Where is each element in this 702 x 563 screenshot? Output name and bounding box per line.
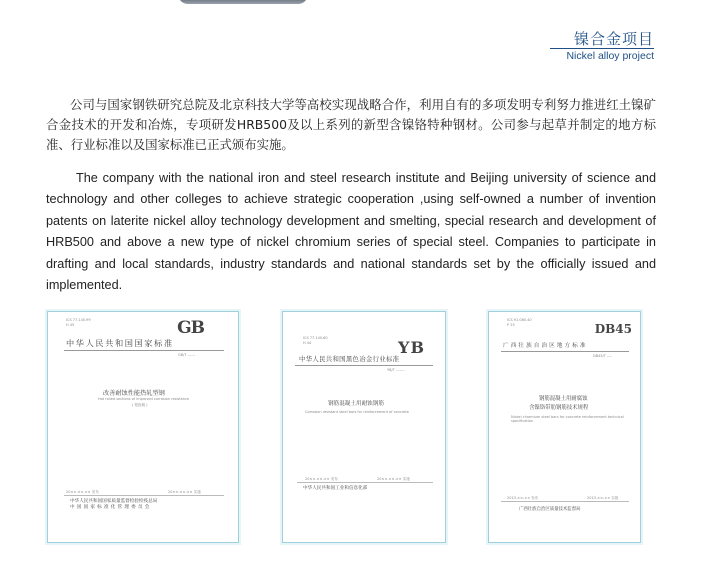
gb-document-title: 改善耐蚀性能热轧型钢 xyxy=(103,390,165,397)
db45-footer-line1: 广西壮族自治区质量技术监督局 xyxy=(519,507,581,512)
section-title-cn: 镍合金项目 xyxy=(573,30,654,48)
yb-footer-line1: 中华人民共和国工业和信息化部 xyxy=(303,486,368,491)
section-title-en: Nickel alloy project xyxy=(566,50,654,62)
gb-footer-line2: 中国国家标准化管理委员会 xyxy=(70,505,152,510)
intro-paragraph-cn: 公司与国家钢铁研究总院及北京科技大学等高校实现战略合作，利用自有的多项发明专利努力推进红土镍矿合金技术的开发和冶炼，专项研发HRB500及以上系列的新型含镍铬特种钢材。公司参与起草并制定的地方标准、行业标准以及国家标准已正式颁布实施。 xyxy=(46,97,656,152)
yb-document-title: 钢筋混凝土用耐蚀钢筋 xyxy=(328,401,384,407)
top-decoration xyxy=(178,0,308,4)
intro-paragraph-en: The company with the national iron and steel research institute and Beijing university of science and technology and other colleges to achieve strategic cooperation ,using self-owned a number of invention patents on laterite nickel alloy technology development and smelting, special research and development of HRB500 and above a new type of nickel chromium series of special steel. Companies to participate in drafting and local standards, industry standards and national standards set by the officially issued and implemented. xyxy=(46,171,656,293)
db45-title-line2: 含镍铬带肋钢筋技术规程 xyxy=(529,405,589,411)
db45-logo: DB45 xyxy=(594,322,632,336)
gb-footer-line1: 中华人民共和国国家质量监督检验检疫总局 xyxy=(70,499,158,504)
standard-document-gb: ICS 77.140.99 H 45 GB 中华人民共和国国家标准 GB/T ------ 改善耐蚀性能热轧型钢 Hot rolled sections of improved corrosion resistance ( 报批稿 ) 20××-××-×× 发布 20××-××-×× 实施 中华人民共和国国家质量监督检验检疫总局 中国国家标准化管理委员会 xyxy=(47,311,239,543)
db45-title-line1: 钢筋混凝土用耐腐蚀 xyxy=(539,396,588,402)
header-divider xyxy=(550,48,654,49)
yb-header-line: 中华人民共和国黑色冶金行业标准 xyxy=(299,355,400,363)
standard-document-yb: ICS 77.140.60 H 44 YB 中华人民共和国黑色冶金行业标准 YB/T ------- 钢筋混凝土用耐蚀钢筋 Corrosion resistant steel bars for reinforcement of concrete 20××-××-×× 发布 20××-××-×× 实施 中华人民共和国工业和信息化部 xyxy=(282,311,446,543)
gb-logo: GB xyxy=(177,318,204,338)
gb-header-line: 中华人民共和国国家标准 xyxy=(66,338,174,348)
section-header xyxy=(566,30,654,63)
yb-logo: YB xyxy=(398,338,425,357)
standard-document-db45: ICS 91.080.40 P 25 DB45 广西壮族自治区地方标准 DB45/T ---- 钢筋混凝土用耐腐蚀 含镍铬带肋钢筋技术规程 Nickel chromium steel bars for concrete reinforcement technical specification 2013-××-×× 发布 2013-××-×× 实施 广西壮族自治区质量技术监督局 xyxy=(488,311,641,543)
db45-header-line: 广西壮族自治区地方标准 xyxy=(503,343,588,349)
